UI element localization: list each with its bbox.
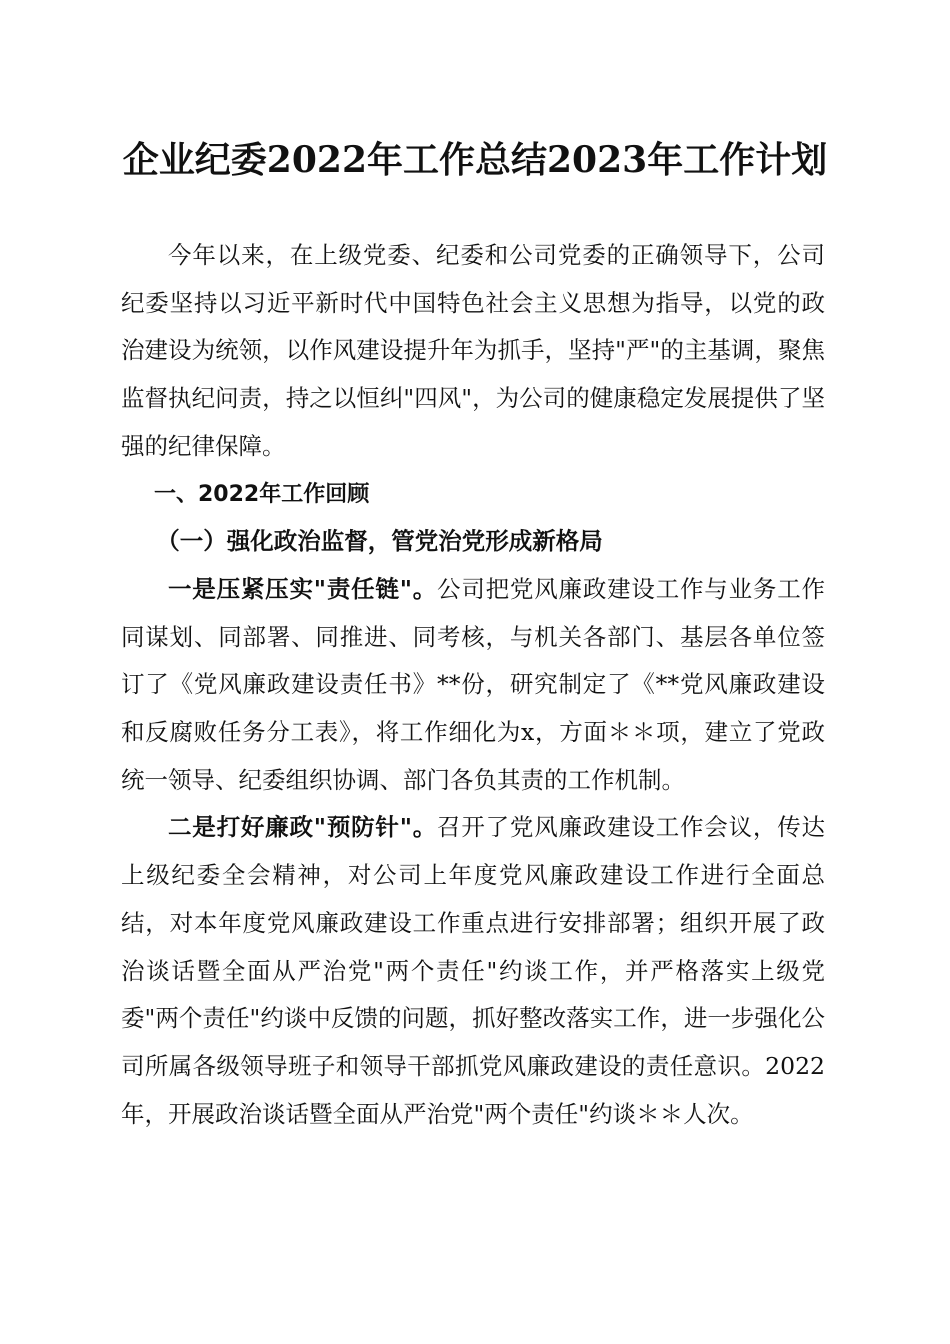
section-heading: 一、2022年工作回顾: [154, 481, 370, 507]
paragraph-2-lead: 二是打好廉政"预防针"。: [168, 813, 438, 842]
paragraph-1-body: 公司把党风廉政建设工作与业务工作同谋划、同部署、同推进、同考核，与机关各部门、基层各单位签订了《党风廉政建设责任书》**份，研究制定了《**党风廉政建设和反腐败任务分工表》，将工作细化为x，方面＊＊项，建立了党政统一领导、纪委组织协调、部门各负其责的工作机制。: [121, 574, 825, 794]
document-body: [121, 232, 825, 1138]
paragraph-1: [121, 566, 825, 805]
intro-paragraph: 今年以来，在上级党委、纪委和公司党委的正确领导下，公司纪委坚持以习近平新时代中国特色社会主义思想为指导，以党的政治建设为统领，以作风建设提升年为抓手，坚持"严"的主基调，聚焦监督执纪问责，持之以恒纠"四风"，为公司的健康稳定发展提供了坚强的纪律保障。: [121, 241, 825, 460]
paragraph-2-body: 召开了党风廉政建设工作会议，传达上级纪委全会精神，对公司上年度党风廉政建设工作进行全面总结，对本年度党风廉政建设工作重点进行安排部署；组织开展了政治谈话暨全面从严治党"两个责任"约谈工作，并严格落实上级党委"两个责任"约谈中反馈的问题，抓好整改落实工作，进一步强化公司所属各级领导班子和领导干部抓党风廉政建设的责任意识。2022年，开展政治谈话暨全面从严治党"两个责任"约谈＊＊人次。: [121, 813, 825, 1128]
paragraph-2: [121, 804, 825, 1138]
document-title: 企业纪委2022年工作总结2023年工作计划: [122, 139, 828, 181]
paragraph-1-lead: 一是压紧压实"责任链"。: [168, 574, 438, 603]
subsection-heading: （一）强化政治监督，管党治党形成新格局: [156, 527, 603, 556]
